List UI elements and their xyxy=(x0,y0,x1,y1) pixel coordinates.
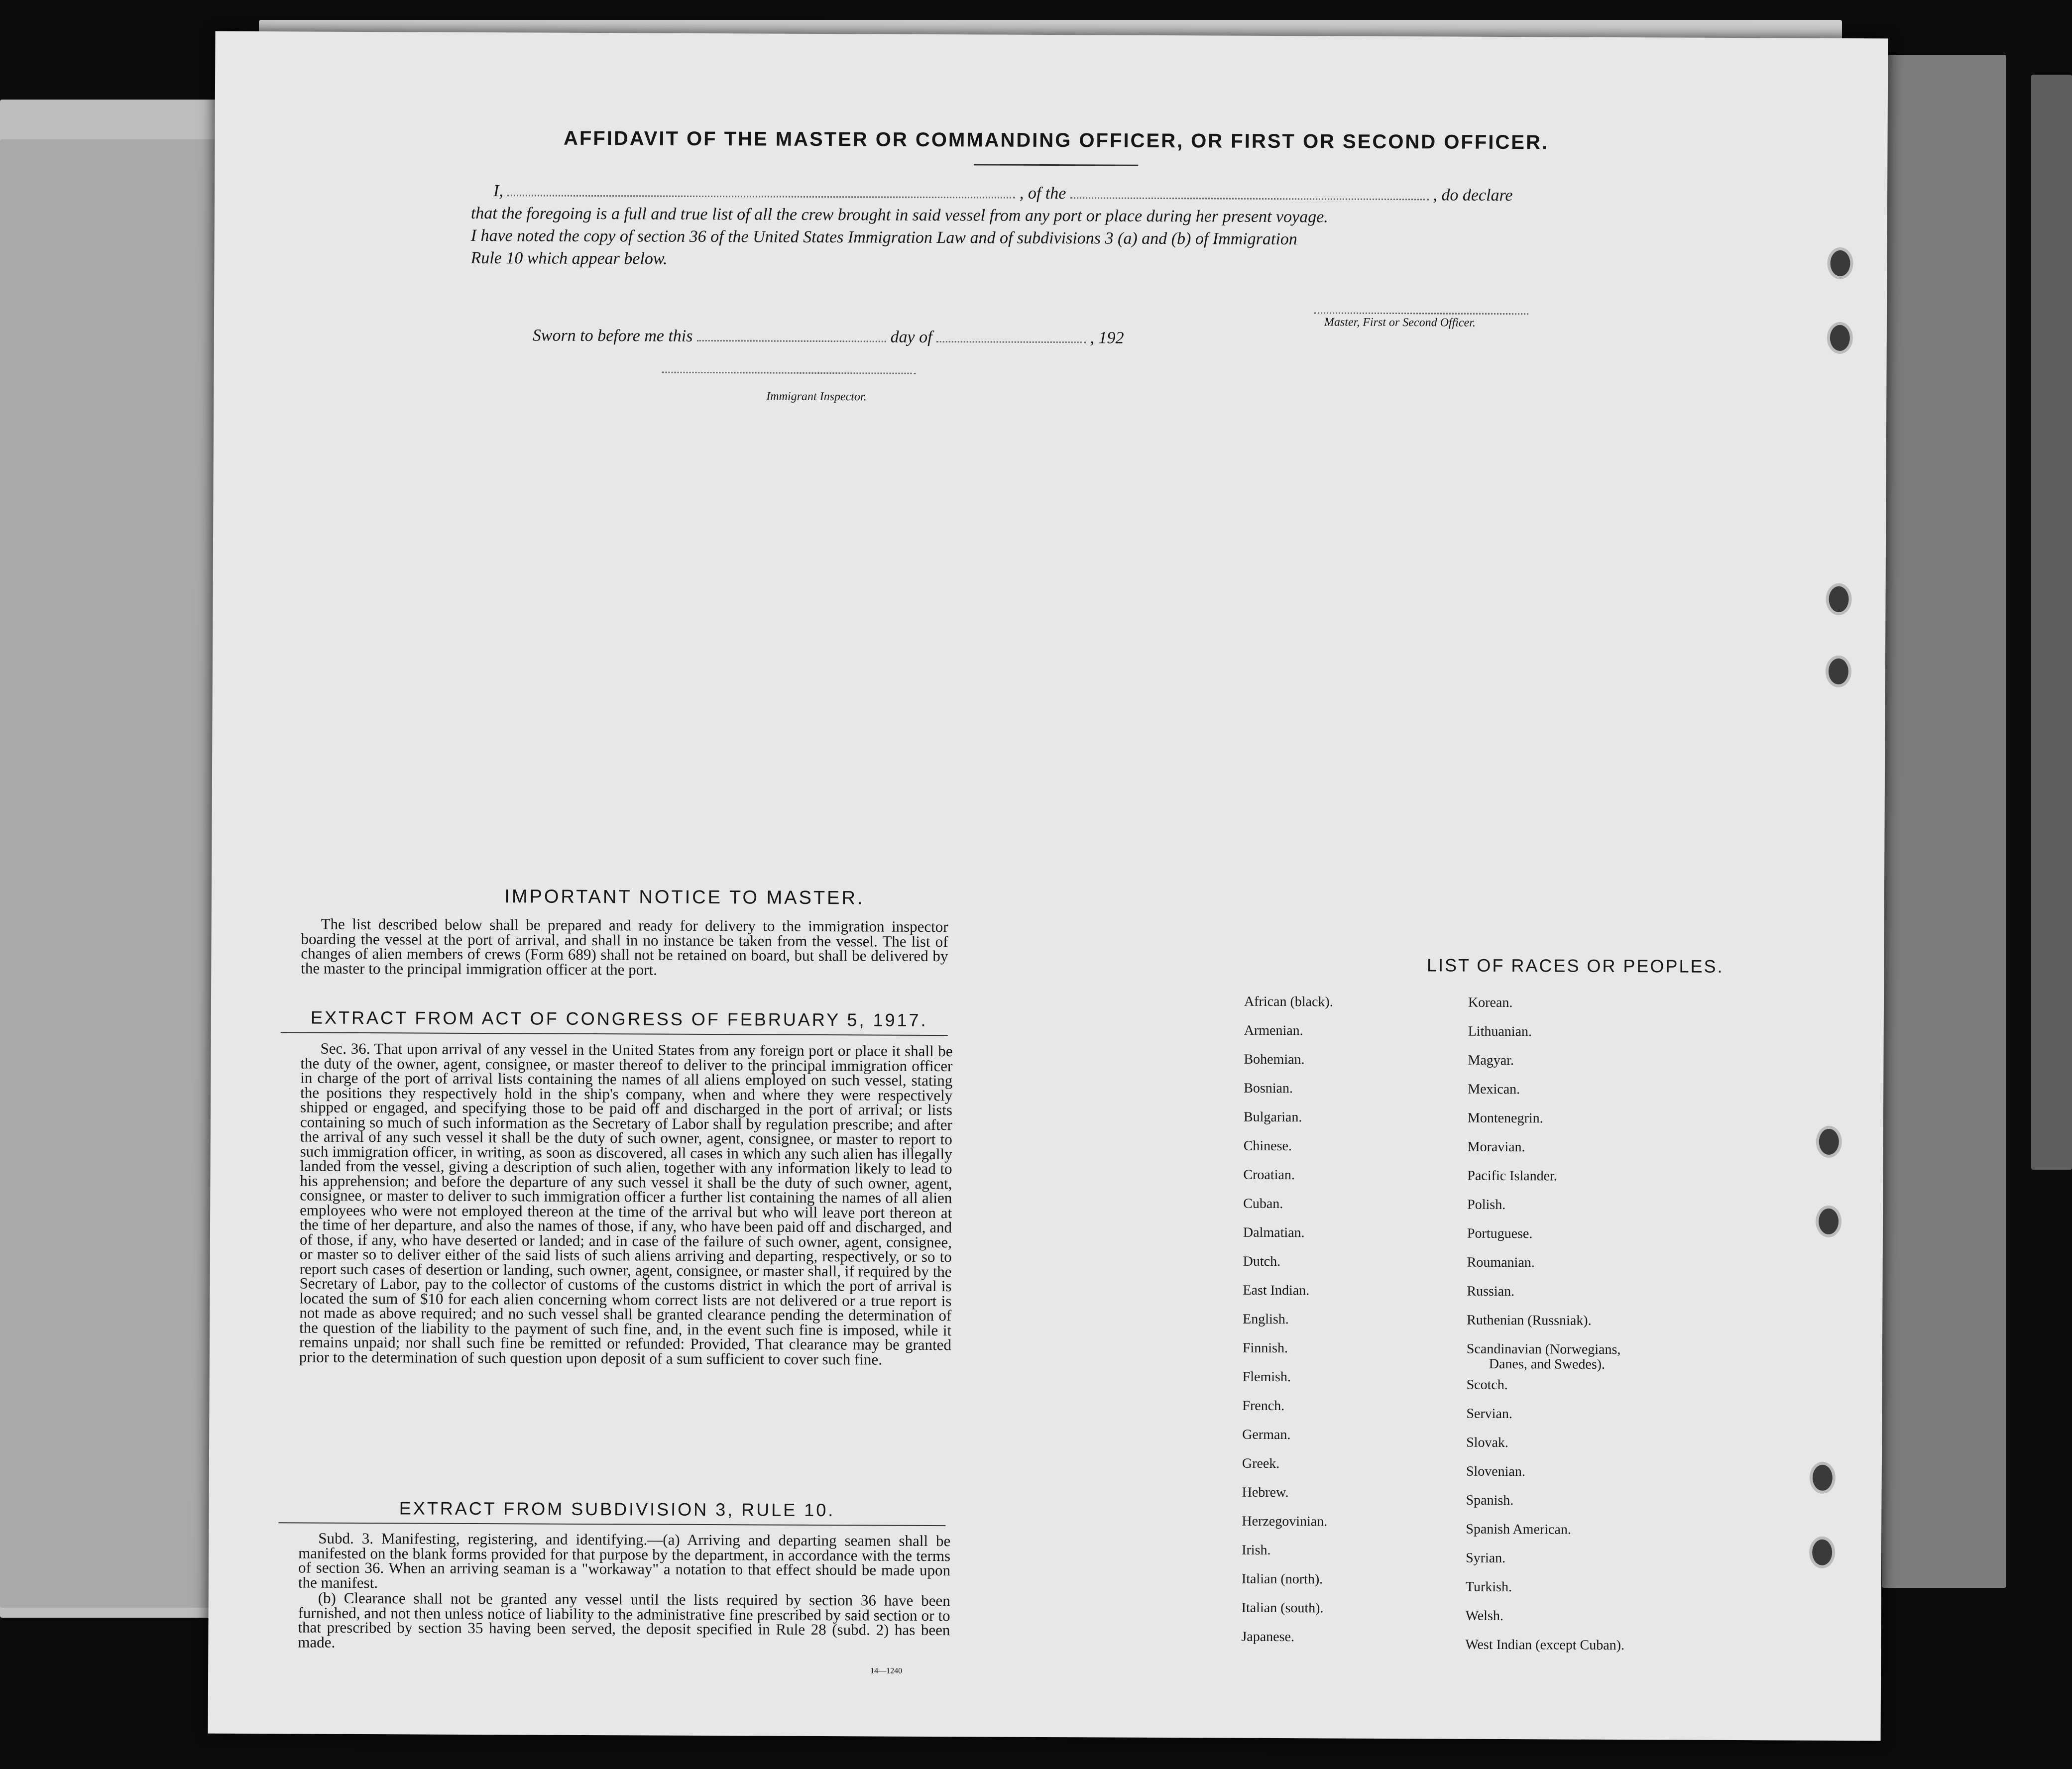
race-item: Herzegovinian. xyxy=(1242,1513,1328,1530)
background-page-right xyxy=(1882,55,2006,1588)
race-item: Montenegrin. xyxy=(1467,1110,1543,1126)
race-item: Greek. xyxy=(1242,1455,1280,1472)
race-item: Chinese. xyxy=(1243,1138,1292,1154)
vessel-blank[interactable] xyxy=(1070,197,1429,200)
background-page-left-inner xyxy=(0,139,219,1608)
extract-act-body: Sec. 36. That upon arrival of any vessel in the United States from any foreign port or place it shall be the duty of the owner, agent, consignee, or master thereof to deliver to the principal immigration officer in charge of the port of arrival lists containing the names of all aliens employed on such vessel, stating the positions they respectively hold in the ship's company, when and where they were respectively shipped or engaged, and specifying those to be paid off and discharged in the port of arrival; or lists containing so much of such information as the Secretary of Labor shall by regulation prescribe; and after the arrival of any such vessel it shall be the duty of such owner, agent, consignee, or master to report to such immigration officer, in writing, as soon as discovered, all cases in which any such alien has illegally landed from the vessel, giving a description of such alien, together with any information likely to lead to his apprehension; and before the departure of any such vessel it shall be the duty of such owner, agent, consignee, or master to deliver to such immigration officer a further list containing the names of all alien employees who were not employed thereon at the time of the arrival but who will leave port thereon at the time of her departure, and also the names of those, if any, who have been paid off and discharged, and of those, if any, who have deserted or landed; and in case of the failure of such owner, agent, consignee, or master so to deliver either of the said lists of such aliens arriving and departing, respectively, or so to report such cases of desertion or landing, such owner, agent, consignee, or master shall, if required by the Secretary of Labor, pay to the collector of customs of the customs district in which the port of arrival is located the sum of $10 for each alien concerning whom correct lists are not delivered or a true report is not made as above required; and no such vessel shall be granted clearance pending the determination of the question of the liability to the payment of such fine, and, in the event such fine is imposed, while it remains unpaid; nor shall such fine be remitted or refunded: Provided, That clearance may be granted prior to the determination of such question upon deposit of a sum sufficient to cover such fine. xyxy=(299,1039,953,1368)
sworn-line xyxy=(533,326,1124,347)
affidavit-i: I, xyxy=(493,182,503,201)
race-item: Lithuanian. xyxy=(1468,1023,1532,1040)
race-item: Welsh. xyxy=(1465,1608,1503,1624)
inspector-signature-line[interactable] xyxy=(662,372,916,374)
binder-hole xyxy=(1809,1537,1835,1568)
race-item: Scandinavian (Norwegians, xyxy=(1466,1341,1621,1358)
race-item: Portuguese. xyxy=(1467,1225,1533,1242)
race-item: Italian (north). xyxy=(1241,1571,1323,1587)
notice-title: IMPORTANT NOTICE TO MASTER. xyxy=(504,886,865,909)
race-item: Finnish. xyxy=(1242,1340,1288,1356)
affidavit-line-1 xyxy=(493,182,1513,205)
race-item: Flemish. xyxy=(1242,1369,1291,1385)
race-item: Dalmatian. xyxy=(1243,1224,1305,1241)
background-page-right-edge xyxy=(2031,75,2072,1170)
affidavit-do-declare: , do declare xyxy=(1433,186,1513,205)
inspector-label: Immigrant Inspector. xyxy=(766,390,867,404)
race-item: Turkish. xyxy=(1465,1579,1512,1595)
race-item: Ruthenian (Russniak). xyxy=(1467,1312,1592,1328)
race-item: Dutch. xyxy=(1243,1253,1281,1270)
race-item: Japanese. xyxy=(1241,1629,1295,1645)
binder-hole xyxy=(1826,656,1851,687)
day-of-text: day of xyxy=(890,328,932,346)
race-item: Roumanian. xyxy=(1467,1254,1535,1271)
title-divider xyxy=(974,164,1138,166)
extract-act-title: EXTRACT FROM ACT OF CONGRESS OF FEBRUARY 5, 1917. xyxy=(310,1007,928,1030)
race-item: Scotch. xyxy=(1466,1377,1508,1393)
extract-rule-title: EXTRACT FROM SUBDIVISION 3, RULE 10. xyxy=(399,1498,835,1521)
affidavit-line-3: I have noted the copy of section 36 of the United States Immigration Law and of subdivisions 3 (a) and (b) of Immigration xyxy=(470,226,1297,249)
race-item: Bohemian. xyxy=(1244,1051,1305,1068)
extract-rule-subd-b: (b) Clearance shall not be granted any vessel until the lists required by section 36 have been furnished, and not then unless notice of liability to the administrative fine prescribed by said section or to that prescribed by section 35 having been served, the deposit specified in Rule 28 (subd. 2) has been made. xyxy=(298,1589,950,1651)
affidavit-line-2: that the foregoing is a full and true list of all the crew brought in said vessel from any port or place during her present voyage. xyxy=(470,204,1328,226)
race-item: Bosnian. xyxy=(1244,1080,1293,1097)
race-item: African (black). xyxy=(1244,994,1333,1010)
race-item: German. xyxy=(1242,1427,1291,1443)
year-text: , 192 xyxy=(1090,329,1124,347)
race-item: Spanish. xyxy=(1466,1492,1514,1509)
extract-rule-subd-a: Subd. 3. Manifesting, registering, and identifying.—(a) Arriving and departing seamen shall be manifested on the blank forms provided for that purpose by the department, in accordance with the terms of section 36. When an arriving seaman is a "workaway" a notation to that effect should be made upon the manifest. xyxy=(298,1529,951,1591)
form-number: 14—1240 xyxy=(870,1666,903,1675)
race-item: Croatian. xyxy=(1243,1167,1295,1183)
race-item: Mexican. xyxy=(1468,1081,1520,1098)
month-blank[interactable] xyxy=(936,341,1086,343)
race-item: Hebrew. xyxy=(1242,1484,1289,1501)
affidavit-of-the: , of the xyxy=(1019,184,1066,203)
master-signature-line[interactable] xyxy=(1314,312,1528,315)
binder-hole xyxy=(1816,1206,1842,1237)
race-item: Servian. xyxy=(1466,1406,1512,1422)
master-signature-label: Master, First or Second Officer. xyxy=(1324,316,1476,330)
race-item: Bulgarian. xyxy=(1243,1109,1302,1125)
extract-rule-divider xyxy=(278,1522,945,1526)
race-item: Magyar. xyxy=(1468,1052,1514,1069)
manifest-page xyxy=(208,31,1888,1741)
race-item: East Indian. xyxy=(1243,1282,1310,1299)
binder-hole xyxy=(1827,322,1853,354)
race-item: Italian (south). xyxy=(1241,1600,1324,1616)
race-item: English. xyxy=(1243,1311,1289,1327)
sworn-day-blank[interactable] xyxy=(697,340,886,342)
race-item: Slovenian. xyxy=(1466,1463,1525,1480)
race-item: Pacific Islander. xyxy=(1467,1168,1557,1184)
race-item: Moravian. xyxy=(1467,1139,1525,1155)
race-item: Russian. xyxy=(1467,1283,1515,1300)
binder-hole xyxy=(1827,247,1853,279)
race-item: French. xyxy=(1242,1398,1285,1414)
race-item: Korean. xyxy=(1468,995,1513,1011)
race-item: Slovak. xyxy=(1466,1435,1508,1451)
races-title: LIST OF RACES OR PEOPLES. xyxy=(1426,955,1724,977)
sworn-text: Sworn to before me this xyxy=(532,326,693,345)
race-item: Cuban. xyxy=(1243,1196,1283,1212)
race-item: Irish. xyxy=(1242,1542,1271,1558)
race-item: Danes, and Swedes). xyxy=(1489,1356,1606,1372)
race-item: Syrian. xyxy=(1466,1550,1506,1566)
name-blank[interactable] xyxy=(507,195,1015,198)
binder-hole xyxy=(1826,583,1851,615)
race-item: Armenian. xyxy=(1244,1022,1303,1039)
race-item: Polish. xyxy=(1467,1197,1506,1213)
extract-act-divider xyxy=(281,1032,948,1036)
affidavit-title: AFFIDAVIT OF THE MASTER OR COMMANDING OFFICER, OR FIRST OR SECOND OFFICER. xyxy=(563,127,1549,154)
race-item: Spanish American. xyxy=(1466,1521,1571,1538)
race-item: West Indian (except Cuban). xyxy=(1465,1637,1625,1654)
binder-hole xyxy=(1810,1462,1836,1494)
binder-hole xyxy=(1816,1126,1842,1158)
affidavit-line-4: Rule 10 which appear below. xyxy=(470,248,668,268)
notice-body: The list described below shall be prepared and ready for delivery to the immigration inspector boarding the vessel at the port of arrival, and shall in no instance be taken from the vessel. The list of changes of alien members of crews (Form 689) shall not be retained on board, but shall be delivered by the master to the principal immigration officer at the port. xyxy=(301,915,948,979)
